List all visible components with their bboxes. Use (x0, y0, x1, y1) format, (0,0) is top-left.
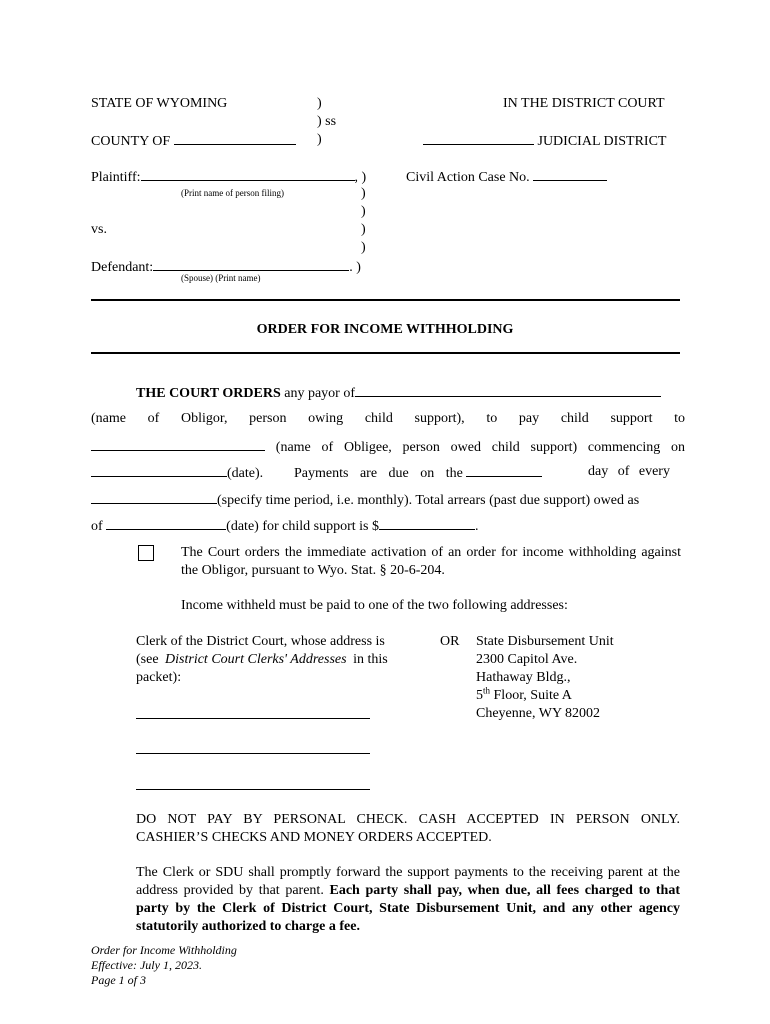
caption-paren: ) (361, 222, 366, 237)
order-word: owing (308, 411, 344, 426)
clerk-address-line[interactable] (136, 718, 370, 719)
clerk-line-2-a: (see (136, 652, 159, 667)
forwarding-fees-text: Each party shall pay, when due, all fees charged to that party by the Clerk of District Court, State Disbursement Unit, and any other agency statutorily authorized to charge a fee. (136, 883, 680, 934)
clerk-line-2 (136, 651, 423, 668)
activation-text: The Court orders the immediate activation of an order for income withholding against the Obligor, pursuant to Wyo. Stat. § 20-6-204. (181, 545, 681, 578)
or-label: OR (440, 634, 460, 649)
court-name: IN THE DISTRICT COURT (503, 96, 665, 111)
plaintiff-label: Plaintiff: (91, 170, 141, 185)
versus-label: vs. (91, 222, 107, 237)
order-word: child (364, 411, 393, 426)
forwarding-paragraph (136, 864, 680, 936)
order-word: child (560, 411, 589, 426)
order-line-2-text: (name of Obligee, person owed child support) commencing on (275, 440, 686, 455)
caption-paren: ) (361, 204, 366, 219)
plaintiff-blank[interactable] (141, 167, 355, 181)
sdu-line-1: State Disbursement Unit (476, 634, 614, 649)
plaintiff-field (91, 167, 366, 186)
order-lead (136, 383, 661, 402)
order-word: pay (518, 411, 540, 426)
sdu-floor-number: 5 (476, 688, 483, 703)
order-line-3a (91, 463, 263, 482)
order-line-3a-text: (date). (227, 466, 264, 481)
order-line-4-text: (specify time period, i.e. monthly). Total arrears (past due support) owed as (217, 493, 640, 508)
sdu-floor-rest: Floor, Suite A (493, 688, 572, 703)
sdu-line-4 (476, 687, 572, 704)
clerk-line-3: packet): (136, 670, 182, 685)
order-word: to (486, 411, 498, 426)
plaintiff-end: , ) (354, 170, 367, 185)
clerk-line-2-b: in this (353, 652, 388, 667)
payment-note-line-1: DO NOT PAY BY PERSONAL CHECK. CASH ACCEPTED IN PERSON ONLY. (136, 812, 680, 827)
case-number-label: Civil Action Case No. (406, 170, 530, 185)
order-line-3b (294, 463, 542, 482)
caption-paren: ) (317, 132, 322, 147)
clerk-line-2-italic: District Court Clerks' Addresses (165, 652, 347, 667)
order-word: to (674, 411, 686, 426)
sdu-line-3: Hathaway Bldg., (476, 670, 571, 685)
sdu-line-2: 2300 Capitol Ave. (476, 652, 578, 667)
defendant-label: Defendant: (91, 260, 154, 275)
title-rule-top (91, 299, 680, 301)
time-period-blank[interactable] (91, 490, 217, 504)
order-word: Obligor, (181, 411, 228, 426)
document-title: ORDER FOR INCOME WITHHOLDING (256, 322, 514, 337)
obligee-blank[interactable] (91, 437, 265, 451)
caption-paren: ) (317, 96, 322, 111)
order-line-1 (91, 410, 685, 427)
case-number-blank[interactable] (533, 167, 607, 181)
order-word: (name (91, 411, 126, 426)
clerk-line-1: Clerk of the District Court, whose address is (136, 634, 385, 649)
order-line-2 (91, 437, 685, 456)
commencing-date-blank[interactable] (91, 463, 227, 477)
order-word: person (249, 411, 287, 426)
arrears-date-blank[interactable] (106, 516, 226, 530)
order-line-3c: day of every (588, 464, 670, 479)
judicial-district-field (423, 131, 666, 150)
case-number-field (406, 167, 607, 186)
clerk-address-line[interactable] (136, 753, 370, 754)
order-line-5-end: . (474, 519, 479, 534)
state-label: STATE OF WYOMING (91, 96, 228, 111)
order-line-3b-text: Payments are due on the (294, 466, 463, 481)
county-blank[interactable] (174, 131, 296, 145)
order-lead-bold: THE COURT ORDERS (136, 386, 281, 401)
clerk-address-line[interactable] (136, 789, 370, 790)
judicial-district-label: JUDICIAL DISTRICT (537, 134, 667, 149)
county-field (91, 131, 296, 150)
order-line-5 (91, 516, 478, 535)
order-word: support), (414, 411, 465, 426)
defendant-note: (Spouse) (Print name) (181, 273, 261, 283)
sdu-line-5: Cheyenne, WY 82002 (476, 706, 601, 721)
defendant-end: . ) (349, 260, 361, 275)
addresses-intro: Income withheld must be paid to one of the two following addresses: (181, 598, 568, 613)
activation-checkbox[interactable] (138, 545, 154, 561)
arrears-amount-blank[interactable] (379, 516, 475, 530)
footer-form-title: Order for Income Withholding (91, 943, 237, 957)
payor-blank[interactable] (355, 383, 661, 397)
title-rule-bottom (91, 352, 680, 354)
order-line-5-of: of (91, 519, 103, 534)
forwarding-text: The Clerk or SDU shall promptly forward the support payments to the receiving parent at the address provided by that parent. (136, 865, 680, 898)
sdu-floor-suffix: th (483, 685, 491, 696)
order-word: support (610, 411, 653, 426)
county-label: COUNTY OF (91, 134, 171, 149)
caption-paren: ) (361, 186, 366, 201)
plaintiff-note: (Print name of person filing) (181, 188, 284, 198)
payment-note-line-2: CASHIER’S CHECKS AND MONEY ORDERS ACCEPTED. (136, 830, 492, 845)
order-line-5-text: (date) for child support is $ (226, 519, 379, 534)
footer-effective-date: Effective: July 1, 2023. (91, 958, 202, 972)
caption-paren: ) (361, 240, 366, 255)
order-line-4 (91, 490, 639, 509)
caption-ss: ) ss (317, 114, 337, 129)
due-day-blank[interactable] (466, 463, 542, 477)
footer-page-number: Page 1 of 3 (91, 973, 146, 987)
judicial-district-blank[interactable] (423, 131, 534, 145)
order-word: of (147, 411, 160, 426)
defendant-blank[interactable] (153, 257, 349, 271)
order-lead-rest: any payor of (284, 386, 355, 401)
